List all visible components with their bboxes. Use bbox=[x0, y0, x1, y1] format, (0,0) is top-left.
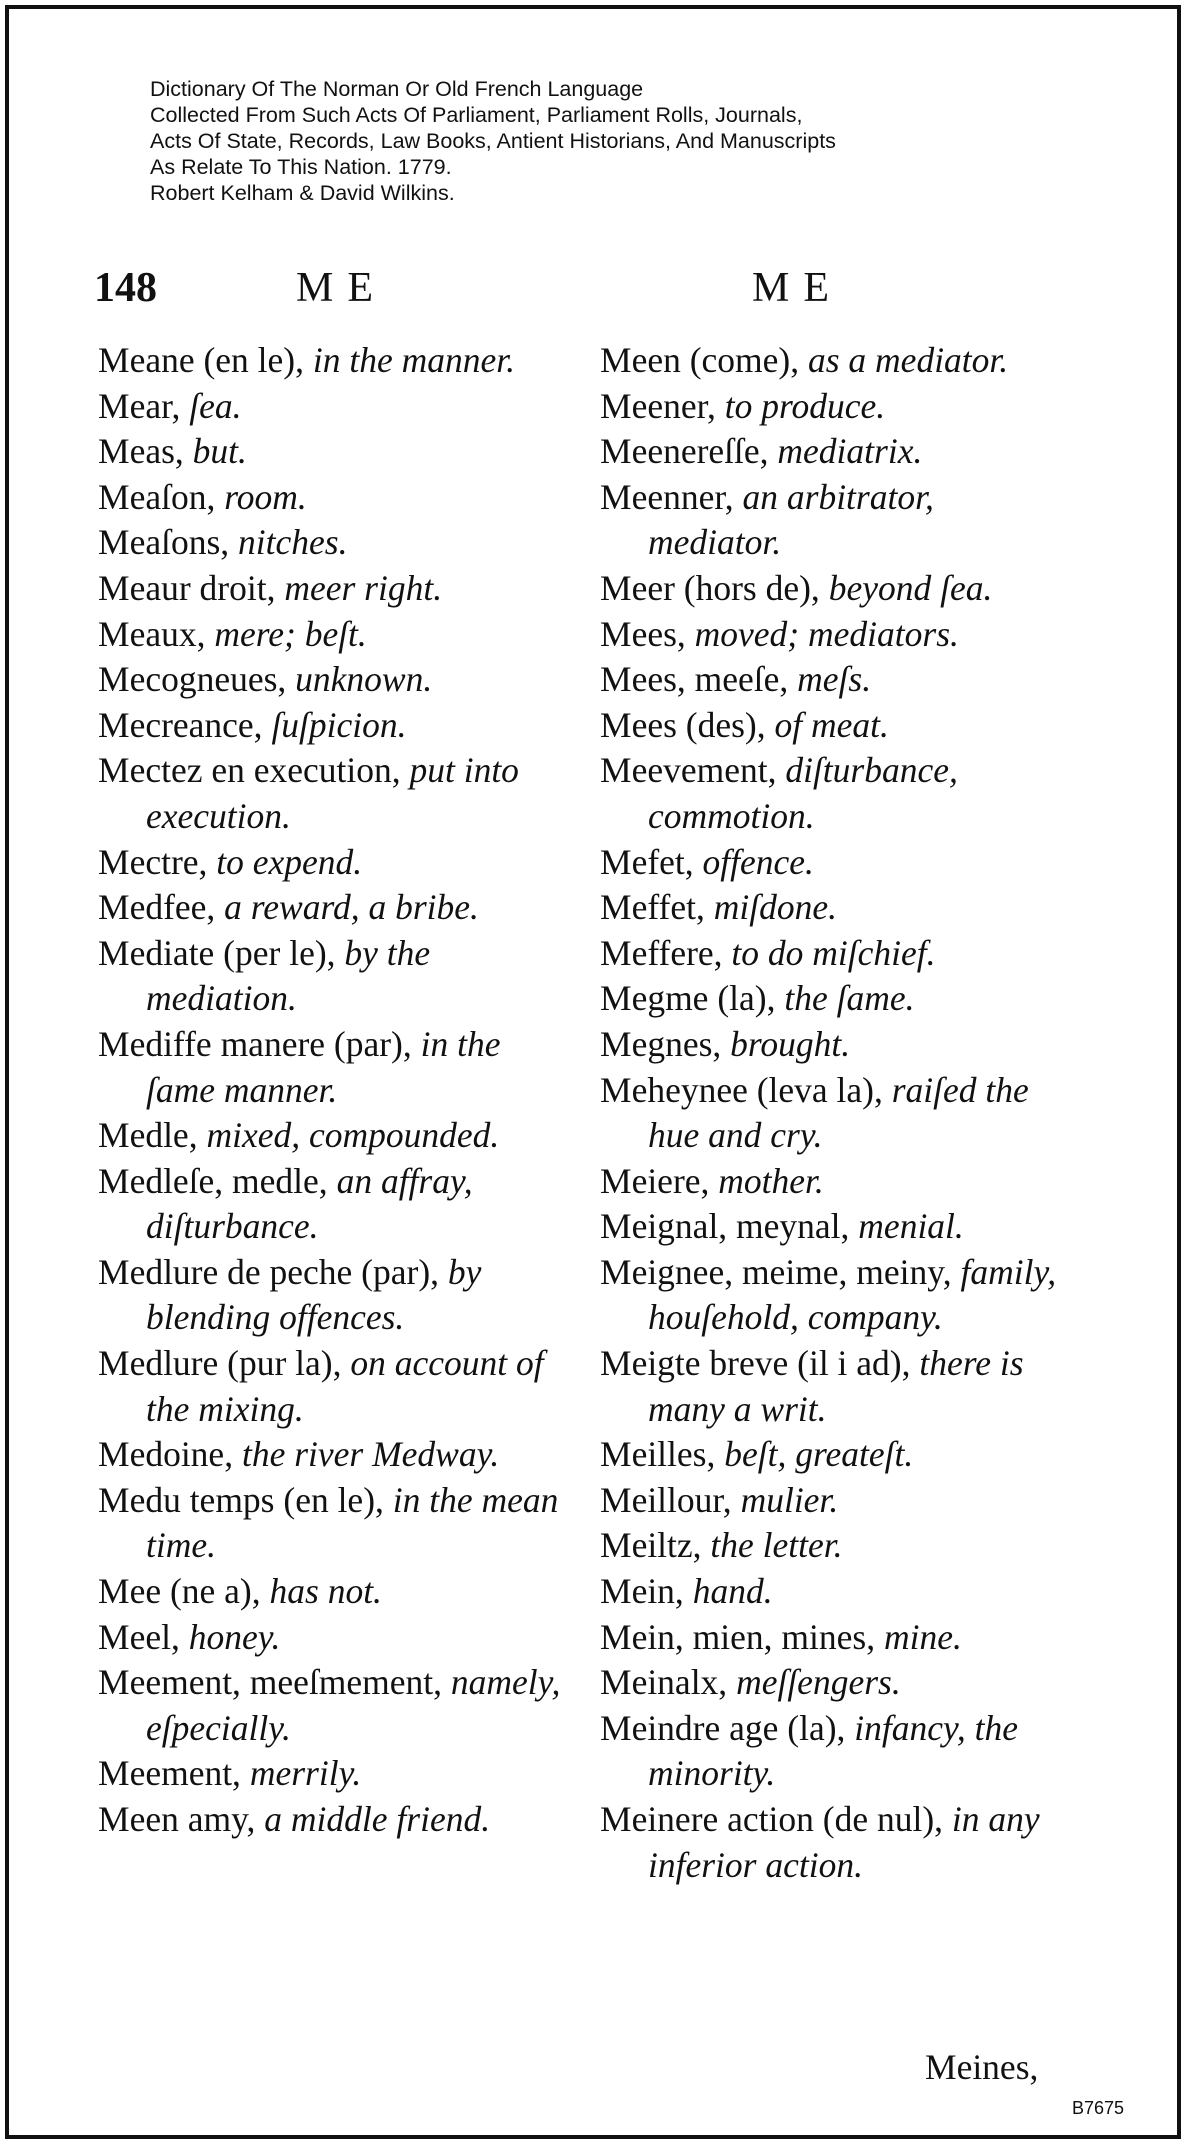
header-line: As Relate To This Nation. 1779. bbox=[150, 155, 452, 179]
dictionary-entry bbox=[600, 1706, 1070, 1797]
dictionary-entry bbox=[600, 1523, 1070, 1569]
entry-definition: by blending offences. bbox=[146, 1251, 482, 1338]
entry-headword: Mear, bbox=[98, 385, 190, 426]
entry-definition: there is many a writ. bbox=[648, 1343, 1024, 1429]
entry-headword: Meenner, bbox=[600, 476, 743, 517]
header-line: Acts Of State, Records, Law Books, Antient Historians, And Manuscripts bbox=[150, 129, 836, 153]
dictionary-entry bbox=[98, 1113, 574, 1159]
entry-definition: meſſengers. bbox=[736, 1662, 901, 1703]
entry-headword: Meevement, bbox=[600, 750, 786, 791]
entry-definition: the ſame. bbox=[784, 978, 915, 1019]
dictionary-entry bbox=[98, 338, 574, 384]
entry-definition: to produce. bbox=[724, 385, 886, 426]
entry-headword: Meen (come), bbox=[600, 340, 808, 380]
page-number: 148 bbox=[94, 265, 157, 311]
entry-headword: Meinere action (de nul), bbox=[600, 1799, 952, 1839]
image-code: B7675 bbox=[1072, 2098, 1125, 2118]
dictionary-entry bbox=[98, 748, 574, 839]
entry-definition: hand. bbox=[692, 1571, 773, 1612]
entry-headword: Meer (hors de), bbox=[600, 567, 829, 608]
entry-definition: an arbitrator, mediator. bbox=[648, 476, 934, 563]
dictionary-entry bbox=[98, 840, 574, 886]
entry-definition: of meat. bbox=[774, 704, 889, 745]
entry-headword: Medlure (pur la), bbox=[98, 1343, 351, 1384]
entry-headword: Mectre, bbox=[98, 841, 217, 882]
entry-definition: ſuſpicion. bbox=[271, 704, 407, 745]
entry-definition: miſdone. bbox=[713, 887, 837, 928]
entry-headword: Mediffe manere (par), bbox=[98, 1023, 421, 1064]
entry-headword: Medoine, bbox=[98, 1434, 242, 1475]
entry-headword: Meffet, bbox=[600, 887, 714, 928]
entry-definition: diſturbance, commotion. bbox=[648, 750, 958, 836]
entry-headword: Medle, bbox=[98, 1115, 207, 1156]
entry-headword: Mecreance, bbox=[98, 704, 272, 745]
entry-definition: to expend. bbox=[216, 841, 363, 882]
dictionary-entry bbox=[98, 520, 574, 566]
catchword: Meines, bbox=[925, 2047, 1039, 2087]
dictionary-entry bbox=[98, 1797, 574, 1843]
entry-definition: room. bbox=[224, 476, 307, 517]
running-head-right: ME bbox=[752, 265, 843, 311]
entry-headword: Meinalx, bbox=[600, 1662, 737, 1703]
dictionary-entry bbox=[98, 1478, 574, 1569]
entry-definition: as a mediator. bbox=[807, 340, 1009, 380]
entry-definition: honey. bbox=[188, 1616, 281, 1657]
dictionary-entry bbox=[98, 1341, 574, 1432]
entry-definition: unknown. bbox=[295, 659, 433, 700]
dictionary-entry bbox=[600, 703, 1070, 749]
dictionary-entry bbox=[600, 1341, 1070, 1432]
entry-headword: Mectez en execution, bbox=[98, 750, 410, 791]
entry-definition: meſs. bbox=[797, 659, 872, 700]
entry-headword: Megnes, bbox=[600, 1023, 731, 1064]
entry-definition: beyond ſea. bbox=[828, 567, 993, 608]
entry-headword: Meel, bbox=[98, 1616, 189, 1657]
dictionary-entry bbox=[600, 1022, 1070, 1068]
entry-headword: Meement, bbox=[98, 1753, 250, 1794]
entry-definition: in the ſame manner. bbox=[146, 1023, 501, 1110]
entry-definition: merrily. bbox=[249, 1753, 362, 1794]
dictionary-entry bbox=[600, 976, 1070, 1022]
entry-headword: Meillour, bbox=[600, 1479, 741, 1520]
dictionary-entry bbox=[600, 475, 1070, 566]
dictionary-entry bbox=[98, 1022, 574, 1113]
entry-definition: to do miſchief. bbox=[731, 932, 936, 973]
dictionary-entry bbox=[98, 384, 574, 430]
dictionary-entry bbox=[600, 1250, 1070, 1341]
entry-headword: Meaur droit, bbox=[98, 567, 285, 608]
entry-headword: Mefet, bbox=[600, 841, 703, 882]
entry-definition: put into execution. bbox=[146, 750, 519, 836]
entry-definition: ſea. bbox=[189, 385, 242, 426]
entry-headword: Mein, bbox=[600, 1571, 693, 1612]
entry-definition: the letter. bbox=[710, 1525, 843, 1566]
entry-headword: Meiltz, bbox=[600, 1525, 711, 1566]
entry-headword: Megme (la), bbox=[600, 978, 785, 1019]
entry-headword: Mein, mien, mines, bbox=[600, 1616, 884, 1657]
header-line: Dictionary Of The Norman Or Old French Language bbox=[150, 77, 644, 101]
dictionary-entry bbox=[98, 1569, 574, 1615]
catalog-header bbox=[150, 76, 1050, 206]
dictionary-entry bbox=[600, 885, 1070, 931]
dictionary-entry bbox=[600, 748, 1070, 839]
entry-definition: mixed, compounded. bbox=[206, 1115, 500, 1156]
dictionary-entry bbox=[600, 1660, 1070, 1706]
dictionary-entry bbox=[98, 1159, 574, 1250]
entry-headword: Meement, meeſmement, bbox=[98, 1662, 451, 1703]
entry-headword: Meener, bbox=[600, 385, 725, 426]
entry-headword: Medfee, bbox=[98, 887, 225, 928]
dictionary-entry bbox=[98, 1250, 574, 1341]
dictionary-entry bbox=[98, 1432, 574, 1478]
entry-definition: mulier. bbox=[740, 1479, 839, 1520]
dictionary-entry bbox=[600, 931, 1070, 977]
dictionary-entry bbox=[98, 703, 574, 749]
dictionary-entry bbox=[600, 840, 1070, 886]
entry-definition: offence. bbox=[702, 841, 814, 882]
entry-headword: Meigte breve (il i ad), bbox=[600, 1343, 920, 1384]
entry-definition: moved; mediators. bbox=[694, 613, 959, 654]
header-line: Collected From Such Acts Of Parliament, Parliament Rolls, Journals, bbox=[150, 103, 803, 127]
entry-headword: Mecogneues, bbox=[98, 659, 296, 700]
entry-headword: Meen amy, bbox=[98, 1799, 265, 1839]
entry-definition: a reward, a bribe. bbox=[224, 887, 479, 928]
entry-headword: Mees (des), bbox=[600, 704, 775, 745]
dictionary-entry bbox=[600, 1159, 1070, 1205]
entry-headword: Meane (en le), bbox=[98, 340, 313, 380]
left-column bbox=[98, 338, 574, 1843]
dictionary-entry bbox=[98, 612, 574, 658]
entry-headword: Medu temps (en le), bbox=[98, 1479, 393, 1520]
entry-headword: Medlure de peche (par), bbox=[98, 1251, 448, 1292]
entry-definition: the river Medway. bbox=[241, 1434, 500, 1475]
entry-headword: Mediate (per le), bbox=[98, 932, 345, 973]
entry-definition: raiſed the hue and cry. bbox=[648, 1069, 1029, 1156]
entry-definition: but. bbox=[192, 431, 247, 472]
entry-headword: Meaſons, bbox=[98, 522, 239, 563]
dictionary-entry bbox=[600, 338, 1070, 384]
entry-headword: Meiere, bbox=[600, 1160, 719, 1201]
entry-headword: Meindre age (la), bbox=[600, 1707, 855, 1748]
dictionary-entry bbox=[98, 475, 574, 521]
entry-definition: in the manner. bbox=[312, 340, 515, 380]
entry-headword: Meheynee (leva la), bbox=[600, 1069, 892, 1110]
entry-headword: Mee (ne a), bbox=[98, 1571, 270, 1612]
entry-definition: infancy, the minority. bbox=[648, 1707, 1018, 1794]
entry-definition: on account of the mixing. bbox=[146, 1343, 544, 1429]
entry-headword: Medleſe, medle, bbox=[98, 1160, 337, 1201]
dictionary-entry bbox=[600, 384, 1070, 430]
dictionary-entry bbox=[600, 1478, 1070, 1524]
entry-definition: family, houſehold, company. bbox=[648, 1251, 1057, 1338]
entry-headword: Meffere, bbox=[600, 932, 732, 973]
entry-definition: in the mean time. bbox=[146, 1479, 559, 1566]
entry-definition: in any inferior action. bbox=[648, 1799, 1040, 1885]
dictionary-entry bbox=[98, 1660, 574, 1751]
dictionary-entry bbox=[600, 1615, 1070, 1661]
dictionary-entry bbox=[98, 931, 574, 1022]
entry-definition: has not. bbox=[269, 1571, 382, 1612]
entry-definition: mere; beſt. bbox=[214, 613, 367, 654]
entry-headword: Meignee, meime, meiny, bbox=[600, 1251, 961, 1292]
entry-headword: Meilles, bbox=[600, 1434, 725, 1475]
entry-definition: an affray, diſturbance. bbox=[146, 1160, 473, 1247]
dictionary-entry bbox=[600, 566, 1070, 612]
entry-definition: brought. bbox=[730, 1023, 851, 1064]
running-head-left: ME bbox=[296, 265, 387, 311]
entry-headword: Meaux, bbox=[98, 613, 215, 654]
entry-definition: mine. bbox=[883, 1616, 962, 1657]
header-line: Robert Kelham & David Wilkins. bbox=[150, 181, 455, 205]
dictionary-entry bbox=[98, 1751, 574, 1797]
entry-headword: Meaſon, bbox=[98, 476, 225, 517]
dictionary-entry bbox=[600, 657, 1070, 703]
entry-definition: mother. bbox=[718, 1160, 824, 1201]
dictionary-entry bbox=[98, 1615, 574, 1661]
entry-definition: namely, eſpecially. bbox=[146, 1662, 561, 1748]
entry-headword: Mees, bbox=[600, 613, 695, 654]
dictionary-entry bbox=[98, 429, 574, 475]
dictionary-entry bbox=[600, 1204, 1070, 1250]
entry-definition: meer right. bbox=[284, 567, 443, 608]
dictionary-entry bbox=[600, 1569, 1070, 1615]
right-column bbox=[600, 338, 1070, 1888]
dictionary-entry bbox=[600, 1432, 1070, 1478]
entry-headword: Meenereſſe, bbox=[600, 431, 778, 472]
entry-headword: Meas, bbox=[98, 431, 193, 472]
entry-definition: nitches. bbox=[238, 522, 348, 563]
dictionary-entry bbox=[600, 429, 1070, 475]
entry-headword: Mees, meeſe, bbox=[600, 659, 798, 700]
dictionary-entry bbox=[600, 1068, 1070, 1159]
dictionary-entry bbox=[98, 657, 574, 703]
entry-definition: a middle friend. bbox=[264, 1799, 491, 1839]
entry-definition: beſt, greateſt. bbox=[724, 1434, 914, 1475]
entry-definition: menial. bbox=[858, 1206, 964, 1247]
entry-headword: Meignal, meynal, bbox=[600, 1206, 859, 1247]
dictionary-entry bbox=[600, 612, 1070, 658]
dictionary-entry bbox=[600, 1797, 1070, 1888]
entry-definition: mediatrix. bbox=[777, 431, 923, 472]
dictionary-entry bbox=[98, 566, 574, 612]
dictionary-entry bbox=[98, 885, 574, 931]
entry-definition: by the mediation. bbox=[146, 932, 431, 1019]
